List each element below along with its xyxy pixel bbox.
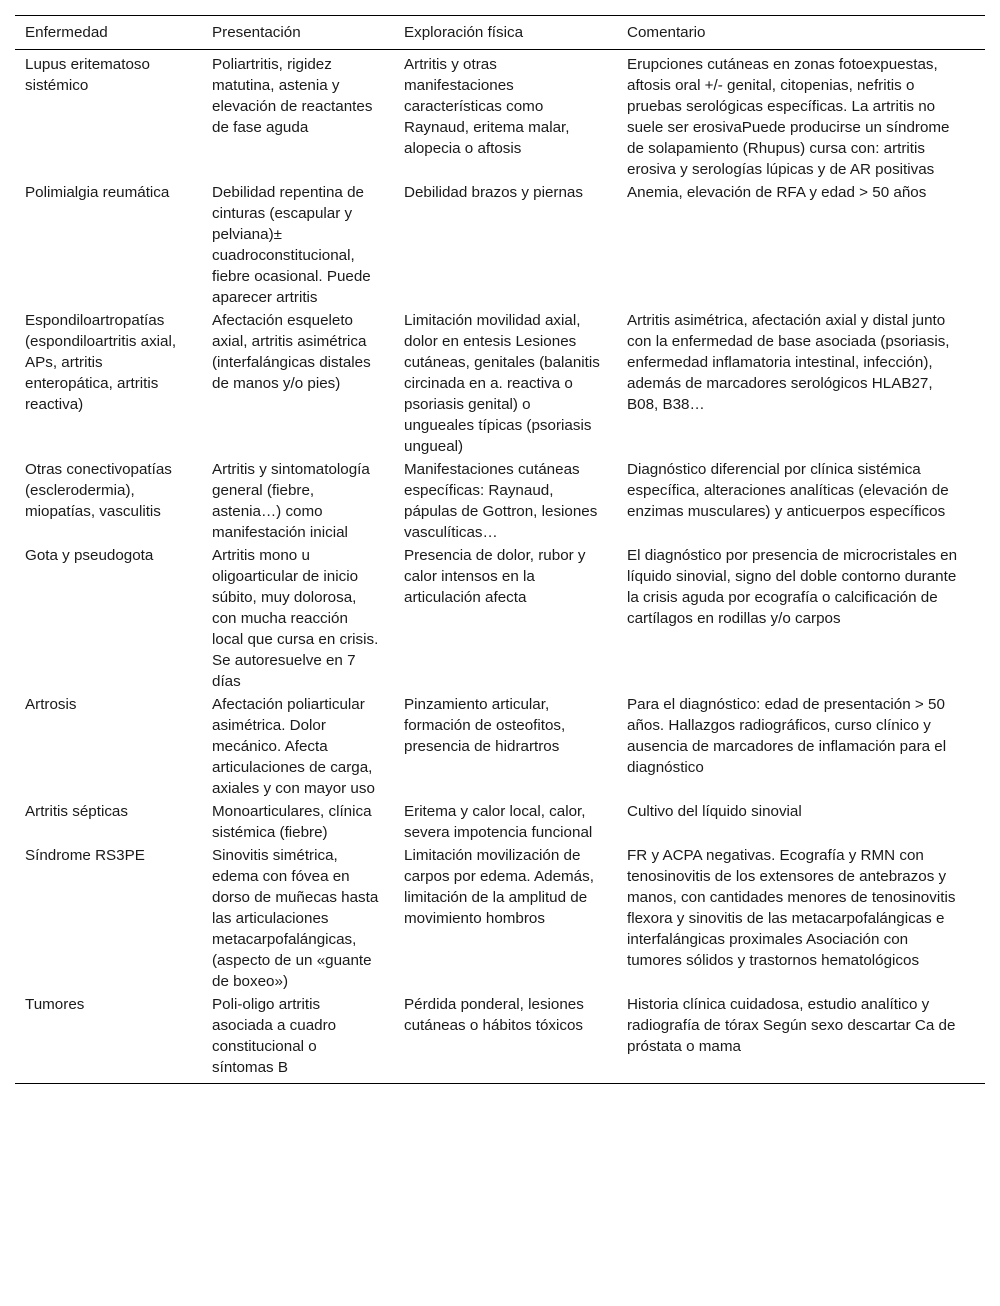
cell-comentario: Anemia, elevación de RFA y edad > 50 años bbox=[627, 184, 927, 201]
cell-comentario: FR y ACPA negativas. Ecografía y RMN con tenosinovitis de los extensores de antebrazos y manos, con cantidades menores de tenosinovitis flexora y sinovitis de las metacarpofalángicas e interfalángicas proximales Asociación con tumores sólidos y trastornos hematológicos bbox=[627, 847, 956, 969]
differential-diagnosis-table bbox=[15, 15, 985, 1084]
header-row bbox=[15, 16, 985, 50]
table-row bbox=[15, 993, 985, 1084]
table-row bbox=[15, 693, 985, 800]
cell-presentacion: Artritis y sintomatología general (fiebre, astenia…) como manifestación inicial bbox=[212, 461, 370, 541]
cell-exploracion: Eritema y calor local, calor, severa impotencia funcional bbox=[404, 803, 593, 841]
cell-enfermedad: Síndrome RS3PE bbox=[25, 847, 145, 864]
header-comentario: Comentario bbox=[627, 24, 706, 41]
cell-enfermedad: Artritis sépticas bbox=[25, 803, 128, 820]
header-enfermedad: Enfermedad bbox=[25, 24, 108, 41]
cell-enfermedad: Gota y pseudogota bbox=[25, 547, 154, 564]
table-body bbox=[15, 50, 985, 1084]
cell-comentario: Erupciones cutáneas en zonas fotoexpuestas, aftosis oral +/- genital, citopenias, nefritis o pruebas serológicas específicas. La artritis no suele ser erosivaPuede producirse un síndrome de solapamiento (Rhupus) cursa con: artritis erosiva y serologías lúpicas y de AR positivas bbox=[627, 56, 950, 178]
header-exploracion: Exploración física bbox=[404, 24, 524, 41]
cell-exploracion: Pinzamiento articular, formación de osteofitos, presencia de hidrartros bbox=[404, 696, 566, 755]
cell-enfermedad: Lupus eritematoso sistémico bbox=[25, 56, 150, 94]
cell-comentario: El diagnóstico por presencia de microcristales en líquido sinovial, signo del doble contorno durante la crisis aguda por ecografía o calcificación de cartílagos en rodillas y/o carpos bbox=[627, 547, 958, 627]
table-row bbox=[15, 800, 985, 844]
cell-presentacion: Sinovitis simétrica, edema con fóvea en dorso de muñecas hasta las articulaciones metacarpofalángicas, (aspecto de un «guante de boxeo») bbox=[212, 847, 379, 990]
cell-presentacion: Afectación poliarticular asimétrica. Dolor mecánico. Afecta articulaciones de carga, axiales y con mayor uso bbox=[212, 696, 375, 797]
cell-presentacion: Monoarticulares, clínica sistémica (fiebre) bbox=[212, 803, 372, 841]
cell-enfermedad: Polimialgia reumática bbox=[25, 184, 170, 201]
cell-exploracion: Pérdida ponderal, lesiones cutáneas o hábitos tóxicos bbox=[404, 996, 584, 1034]
cell-comentario: Para el diagnóstico: edad de presentación > 50 años. Hallazgos radiográficos, curso clínico y ausencia de marcadores de inflamación para el diagnóstico bbox=[627, 696, 947, 776]
cell-exploracion: Manifestaciones cutáneas específicas: Raynaud, pápulas de Gottron, lesiones vasculíticas… bbox=[404, 461, 598, 541]
cell-presentacion: Poliartritis, rigidez matutina, astenia y elevación de reactantes de fase aguda bbox=[212, 56, 373, 136]
cell-presentacion: Afectación esqueleto axial, artritis asimétrica (interfalángicas distales de manos y/o pies) bbox=[212, 312, 371, 392]
table-header bbox=[15, 16, 985, 50]
cell-exploracion: Presencia de dolor, rubor y calor intensos en la articulación afecta bbox=[404, 547, 586, 606]
header-presentacion: Presentación bbox=[212, 24, 301, 41]
cell-comentario: Cultivo del líquido sinovial bbox=[627, 803, 802, 820]
table-row bbox=[15, 458, 985, 544]
cell-presentacion: Debilidad repentina de cinturas (escapular y pelviana)± cuadroconstitucional, fiebre ocasional. Puede aparecer artritis bbox=[212, 184, 371, 306]
cell-enfermedad: Otras conectivopatías (esclerodermia), miopatías, vasculitis bbox=[25, 461, 172, 520]
cell-enfermedad: Artrosis bbox=[25, 696, 77, 713]
table-row bbox=[15, 181, 985, 309]
cell-comentario: Artritis asimétrica, afectación axial y distal junto con la enfermedad de base asociada (psoriasis, enfermedad inflamatoria intestinal, infección), además de marcadores serológicos HLAB27, B08, B38… bbox=[627, 312, 950, 413]
cell-presentacion: Artritis mono u oligoarticular de inicio súbito, muy dolorosa, con mucha reacción local que cursa en crisis. Se autoresuelve en 7 días bbox=[212, 547, 379, 690]
cell-comentario: Diagnóstico diferencial por clínica sistémica específica, alteraciones analíticas (elevación de enzimas musculares) y anticuerpos específicos bbox=[627, 461, 949, 520]
table-row bbox=[15, 844, 985, 993]
differential-diagnosis-table-container bbox=[15, 15, 985, 1084]
table-row bbox=[15, 50, 985, 182]
cell-enfermedad: Espondiloartropatías (espondiloartritis axial, APs, artritis enteropática, artritis reactiva) bbox=[25, 312, 177, 413]
cell-comentario: Historia clínica cuidadosa, estudio analítico y radiografía de tórax Según sexo descartar Ca de próstata o mama bbox=[627, 996, 956, 1055]
table-row bbox=[15, 544, 985, 693]
cell-enfermedad: Tumores bbox=[25, 996, 85, 1013]
cell-exploracion: Limitación movilidad axial, dolor en entesis Lesiones cutáneas, genitales (balanitis circinada en a. reactiva o psoriasis genital) o ungueales típicas (psoriasis ungueal) bbox=[404, 312, 600, 455]
cell-exploracion: Artritis y otras manifestaciones características como Raynaud, eritema malar, alopecia o aftosis bbox=[404, 56, 570, 157]
cell-presentacion: Poli-oligo artritis asociada a cuadro constitucional o síntomas B bbox=[212, 996, 337, 1076]
table-row bbox=[15, 309, 985, 458]
cell-exploracion: Limitación movilización de carpos por edema. Además, limitación de la amplitud de movimiento hombros bbox=[404, 847, 594, 927]
cell-exploracion: Debilidad brazos y piernas bbox=[404, 184, 583, 201]
